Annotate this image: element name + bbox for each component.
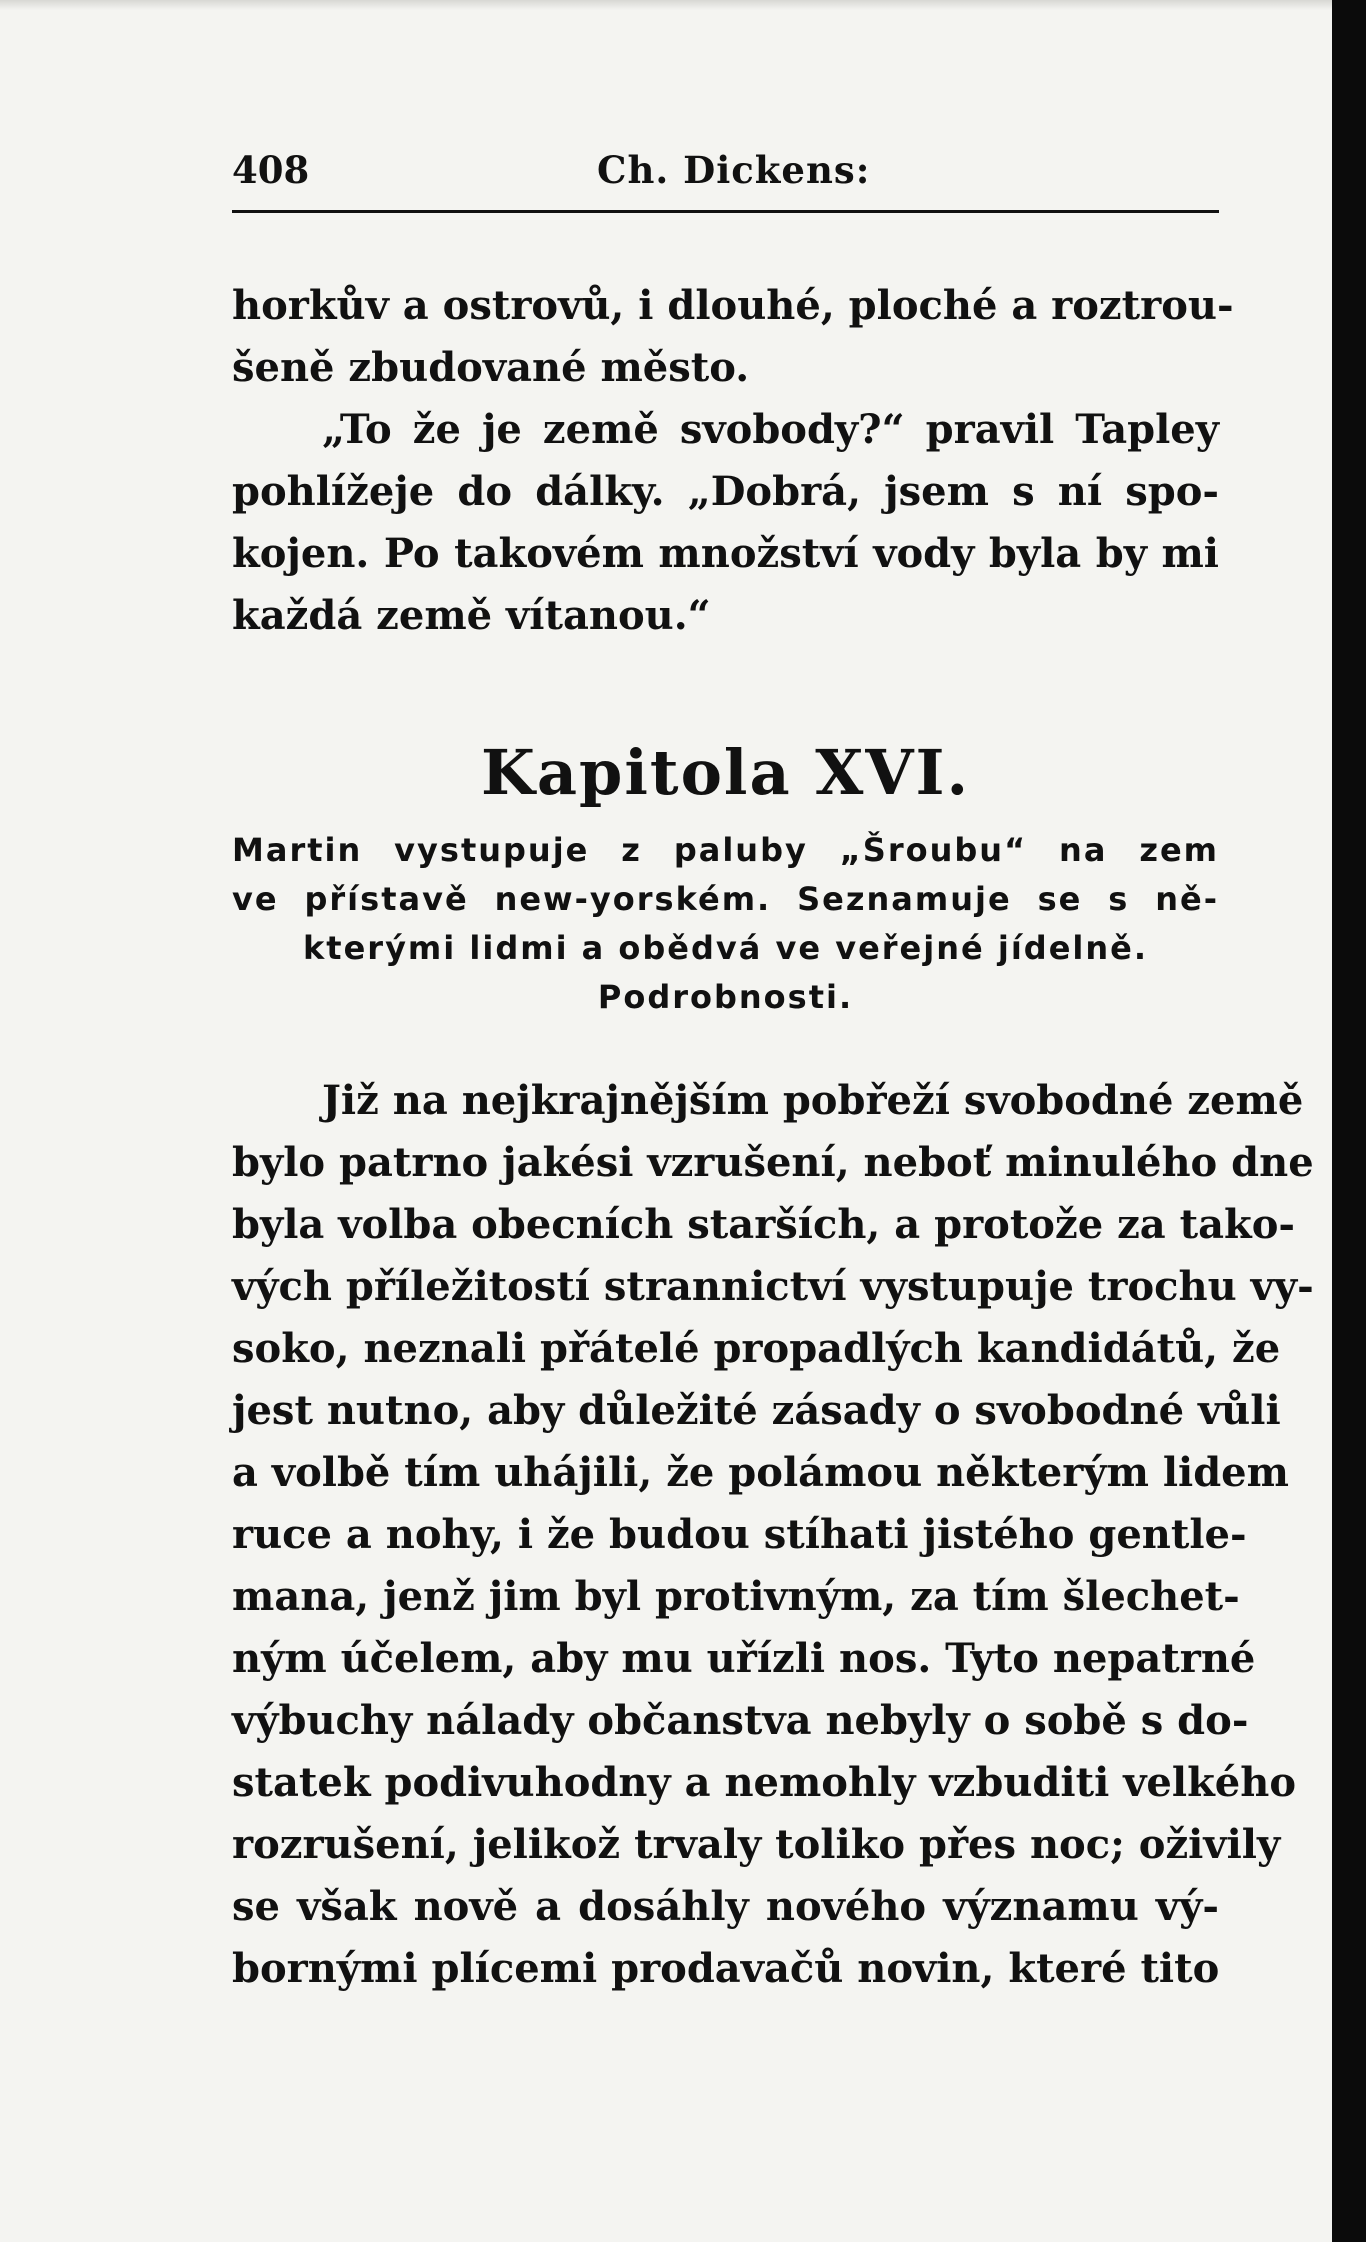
text-line: Již na nejkrajnějším pobřeží svobodné země	[322, 1077, 1304, 1124]
text-line: byla volba obecních starších, a protože za tako-	[232, 1201, 1296, 1248]
text-line: bornými plícemi prodavačů novin, které tito	[232, 1945, 1220, 1992]
text-line: statek podivuhodny a nemohly vzbuditi velkého	[232, 1759, 1297, 1806]
text-line: výbuchy nálady občanstva nebyly o sobě s do-	[232, 1697, 1249, 1744]
text-line: ným účelem, aby mu uřízli nos. Tyto nepatrné	[232, 1635, 1256, 1682]
text-line: ruce a nohy, i že budou stíhati jistého gentle-	[232, 1511, 1247, 1558]
header-rule	[232, 210, 1219, 213]
summary-line: kterými lidmi a obědvá ve veřejné jídelně.	[303, 929, 1148, 967]
text-line: se však nově a dosáhly nového významu vý-	[232, 1883, 1219, 1930]
text-line: kojen. Po takovém množství vody byla by mi	[232, 530, 1219, 577]
chapter-title: Kapitola XVI.	[480, 736, 971, 809]
summary-line: ve přístavě new-yorském. Seznamuje se s ně-	[232, 880, 1219, 918]
text-line: jest nutno, aby důležité zásady o svobodné vůli	[232, 1387, 1281, 1434]
page-header	[232, 148, 1217, 204]
text-line: mana, jenž jim byl protivným, za tím šlechet-	[232, 1573, 1240, 1620]
text-line: vých příležitostí strannictví vystupuje trochu vy-	[232, 1263, 1314, 1310]
summary-line: Martin vystupuje z paluby „Šroubu“ na zem	[232, 831, 1219, 869]
text-line: soko, neznali přátelé propadlých kandidátů, že	[232, 1325, 1281, 1372]
body-paragraph	[232, 1070, 1314, 2000]
summary-line: Podrobnosti.	[597, 978, 854, 1016]
text-line: šeně zbudované město.	[232, 344, 750, 391]
page-right-edge	[1332, 0, 1366, 2242]
top-paragraphs	[232, 275, 1234, 647]
text-line: pohlížeje do dálky. „Dobrá, jsem s ní spo-	[232, 468, 1219, 515]
text-line: každá země vítanou.“	[232, 592, 711, 639]
text-line: rozrušení, jelikož trvaly toliko přes noc; oživily	[232, 1821, 1281, 1868]
text-line: „To že je země svobody?“ pravil Tapley	[322, 406, 1219, 453]
text-line: a volbě tím uhájili, že polámou některým lidem	[232, 1449, 1289, 1496]
text-line: horkův a ostrovů, i dlouhé, ploché a roztrou-	[232, 282, 1234, 329]
page-number: 408	[232, 148, 310, 192]
text-line: bylo patrno jakési vzrušení, neboť minulého dne	[232, 1139, 1314, 1186]
page-top-edge	[0, 0, 1366, 10]
running-head: Ch. Dickens:	[597, 148, 871, 192]
chapter-summary	[232, 826, 1219, 1022]
